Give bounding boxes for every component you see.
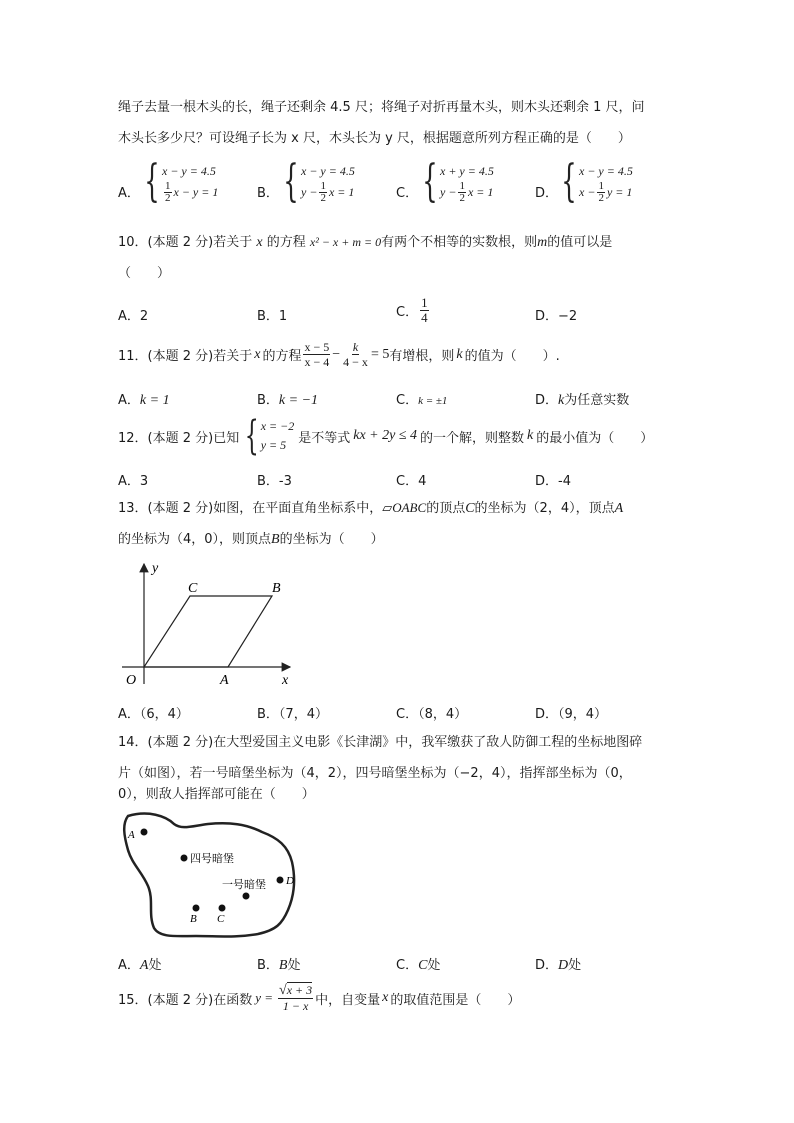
q14-point-d: [277, 877, 284, 884]
q10-blank: （ ）: [118, 266, 171, 281]
q9-option-d-system: { x − y = 4.5 x − $\frac{1}{2}$ y = 1: [561, 156, 633, 207]
q13-label-b: B: [272, 581, 281, 596]
q14-label-one: 一号暗堡: [222, 878, 266, 891]
q9-option-a-system: { x − y = 4.5 $\frac{1}{2}$ x − y = 1: [144, 156, 219, 207]
q13-stem-line2: 的坐标为（4，0），则顶点B的坐标为（ ）: [118, 532, 384, 547]
q14-point-four: [181, 855, 188, 862]
q15-stem: 15．(本题 2 分)在函数 y = √ x + 3 1 − x 中，自变量 x 的取值范围是（ ）: [118, 982, 521, 1013]
q10-option-d: D．−2: [535, 309, 578, 324]
q10-option-b: B．1: [257, 309, 288, 324]
q11-stem: 11．(本题 2 分)若关于 x 的方程 $\frac{x - 5}{x - 4}$ − $\frac{k}{4 - x}$ = 5 有增根，则 k 的值为（ ）.: [118, 340, 560, 369]
q13-option-b: B．（7，4）: [257, 707, 328, 722]
q12-option-d: D．-4: [535, 474, 571, 489]
q14-option-a: A．A处: [118, 958, 162, 973]
q14-label-d: D: [286, 875, 294, 887]
q13-label-o: O: [126, 673, 137, 688]
q11-option-c: C．k = ±1: [396, 393, 448, 408]
q9-option-b-label: B．: [257, 186, 279, 201]
q12-option-b: B．-3: [257, 474, 292, 489]
q14-label-b: B: [190, 913, 197, 925]
q14-point-c: [219, 905, 226, 912]
q14-stem-line3: 0），则敌人指挥部可能在（ ）: [118, 787, 315, 802]
q14-label-a: A: [128, 829, 135, 841]
q10-option-a: A．2: [118, 309, 149, 324]
q14-stem-line2: 片（如图），若一号暗堡坐标为（4，2），四号暗堡坐标为（−2，4），指挥部坐标为（0，: [118, 766, 632, 781]
q13-option-d: D．（9，4）: [535, 707, 608, 722]
q13-stem-line1: 13．(本题 2 分)如图，在平面直角坐标系中，▱OABC的顶点C的坐标为（2，4），顶点A: [118, 500, 624, 516]
q13-option-c: C．（8，4）: [396, 707, 468, 722]
q9-option-b-system: { x − y = 4.5 y − $\frac{1}{2}$ x = 1: [283, 156, 355, 207]
q13-option-a: A．（6，4）: [118, 707, 189, 722]
q9-stem-line2: 木头长多少尺？可设绳子长为 x 尺，木头长为 y 尺，根据题意所列方程正确的是（ ）: [118, 131, 631, 146]
q9-option-c-system: { x + y = 4.5 y − $\frac{1}{2}$ x = 1: [422, 156, 494, 207]
q11-option-d: D．k为任意实数: [535, 393, 630, 408]
q13-coordinate-figure: [118, 560, 298, 688]
q9-option-d-label: D．: [535, 186, 559, 201]
q13-label-y: y: [152, 561, 159, 576]
q9-option-c-label: C．: [396, 186, 419, 201]
q13-parallelogram: [144, 596, 272, 667]
q14-point-a: [141, 829, 148, 836]
q9-option-a-label: A．: [118, 186, 140, 201]
q14-point-one: [243, 893, 250, 900]
q14-map-fragment: [118, 810, 310, 944]
q14-option-d: D．D处: [535, 958, 582, 973]
q11-option-b: B．k = −1: [257, 393, 319, 408]
q13-label-a: A: [220, 673, 229, 688]
q12-option-a: A．3: [118, 474, 149, 489]
q9-a-eq1: x − y = 4.5: [162, 164, 216, 178]
q9-stem-line1: 绳子去量一根木头的长，绳子还剩余 4.5 尺；将绳子对折再量木头，则木头还剩余 1 尺，问: [118, 100, 645, 115]
q10-equation: x² − x + m = 0: [309, 235, 382, 249]
q12-stem: 12．(本题 2 分)已知 { x = −2 y = 5 是不等式 kx + 2y ≤ 4 的一个解，则整数 k 的最小值为（ ）: [118, 413, 654, 459]
q12-option-c: C．4: [396, 474, 427, 489]
q14-option-b: B．B处: [257, 958, 301, 973]
q13-label-c: C: [188, 581, 198, 596]
q14-label-four: 四号暗堡: [190, 852, 234, 865]
q14-stem-line1: 14．(本题 2 分)在大型爱国主义电影《长津湖》中，我军缴获了敌人防御工程的坐标地图碎: [118, 735, 643, 750]
q10-option-c: C． $\frac{1}{4}$: [396, 295, 428, 325]
q14-map-outline: [124, 814, 294, 937]
q14-option-c: C．C处: [396, 958, 441, 973]
q14-point-b: [193, 905, 200, 912]
q10-stem: 10．(本题 2 分)若关于 x 的方程 x² − x + m = 0有两个不相等的实数根，则m的值可以是: [118, 235, 613, 250]
q14-label-c: C: [217, 913, 225, 925]
q13-label-x: x: [282, 673, 289, 688]
q11-option-a: A．k = 1: [118, 393, 170, 408]
